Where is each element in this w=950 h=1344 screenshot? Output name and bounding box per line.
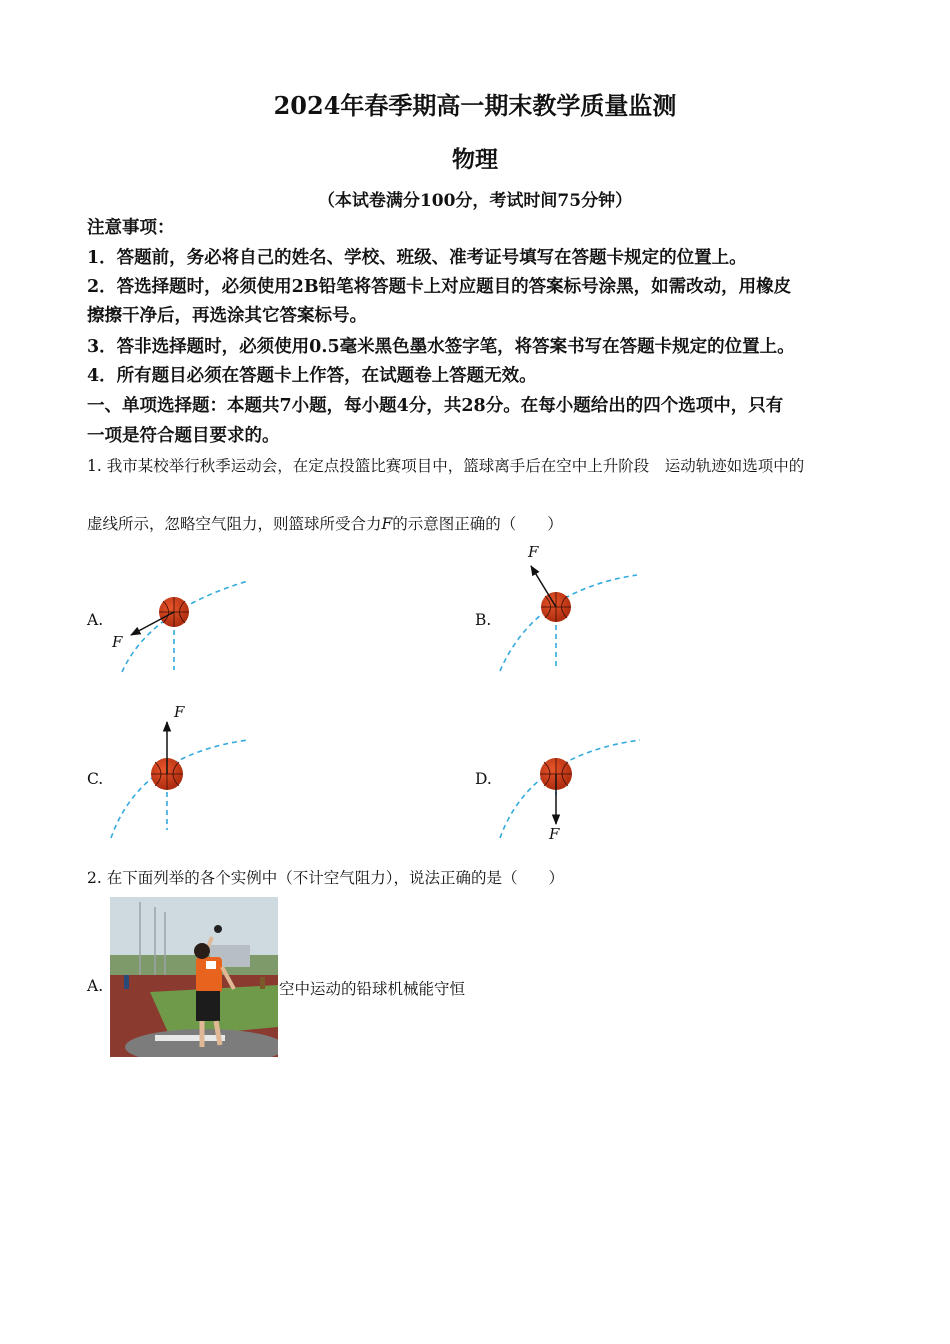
notice-item: 2．答选择题时，必须使用2B铅笔将答题卡上对应题目的答案标号涂黑，如需改动，用橡皮 <box>87 277 792 297</box>
trajectory-curve <box>122 581 248 672</box>
q2-option-a-text: 空中运动的铅球机械能守恒 <box>279 980 466 998</box>
notice-item: 3．答非选择题时，必须使用0.5毫米黑色墨水签字笔，将答案书写在答题卡规定的位置上。 <box>87 337 795 357</box>
page-title: 2024年春季期高一期末教学质量监测 <box>273 91 677 120</box>
force-label: F <box>174 703 185 721</box>
q1-option-b-label: B. <box>475 611 492 629</box>
q2-stem: 2. 在下面列举的各个实例中（不计空气阻力），说法正确的是（ ） <box>87 869 564 887</box>
shot-put-photo <box>110 897 278 1057</box>
section-heading: 一、单项选择题：本题共7小题，每小题4分，共28分。在每小题给出的四个选项中，只有 <box>87 396 784 416</box>
q1-option-b-diagram <box>500 543 637 671</box>
exam-note: （本试卷满分100分，考试时间75分钟） <box>317 191 633 211</box>
q1-stem-line1: 1. 我市某校举行秋季运动会，在定点投篮比赛项目中，篮球离手后在空中上升阶段 运动轨迹如选项中的 <box>87 457 805 475</box>
force-label: F <box>528 543 539 561</box>
trajectory-curve <box>500 575 637 671</box>
q2-option-a-label: A. <box>87 977 104 995</box>
q1-option-a-label: A. <box>87 611 104 629</box>
q1-stem-part-b: 的示意图正确的（ ） <box>392 515 563 533</box>
notice-item: 1．答题前，务必将自己的姓名、学校、班级、准考证号填写在答题卡规定的位置上。 <box>87 248 747 268</box>
notice-item: 擦擦干净后，再选涂其它答案标号。 <box>87 306 367 326</box>
q1-stem-force-symbol: F <box>381 515 393 533</box>
force-label: F <box>549 825 560 843</box>
q1-option-d-label: D. <box>475 770 492 788</box>
q1-option-c-label: C. <box>87 770 104 788</box>
q1-stem-part-a: 虚线所示，忽略空气阻力，则篮球所受合力 <box>87 515 382 533</box>
q1-option-c-diagram <box>111 703 248 838</box>
trajectory-curve <box>111 740 248 838</box>
subject-title: 物理 <box>452 146 498 173</box>
trajectory-curve <box>500 740 640 838</box>
q1-option-a-diagram <box>111 581 248 672</box>
notice-item: 4．所有题目必须在答题卡上作答，在试题卷上答题无效。 <box>87 366 537 386</box>
notice-heading: 注意事项： <box>87 218 175 238</box>
force-label: F <box>112 633 123 651</box>
section-heading-cont: 一项是符合题目要求的。 <box>87 426 280 446</box>
q1-option-d-diagram <box>500 740 640 843</box>
